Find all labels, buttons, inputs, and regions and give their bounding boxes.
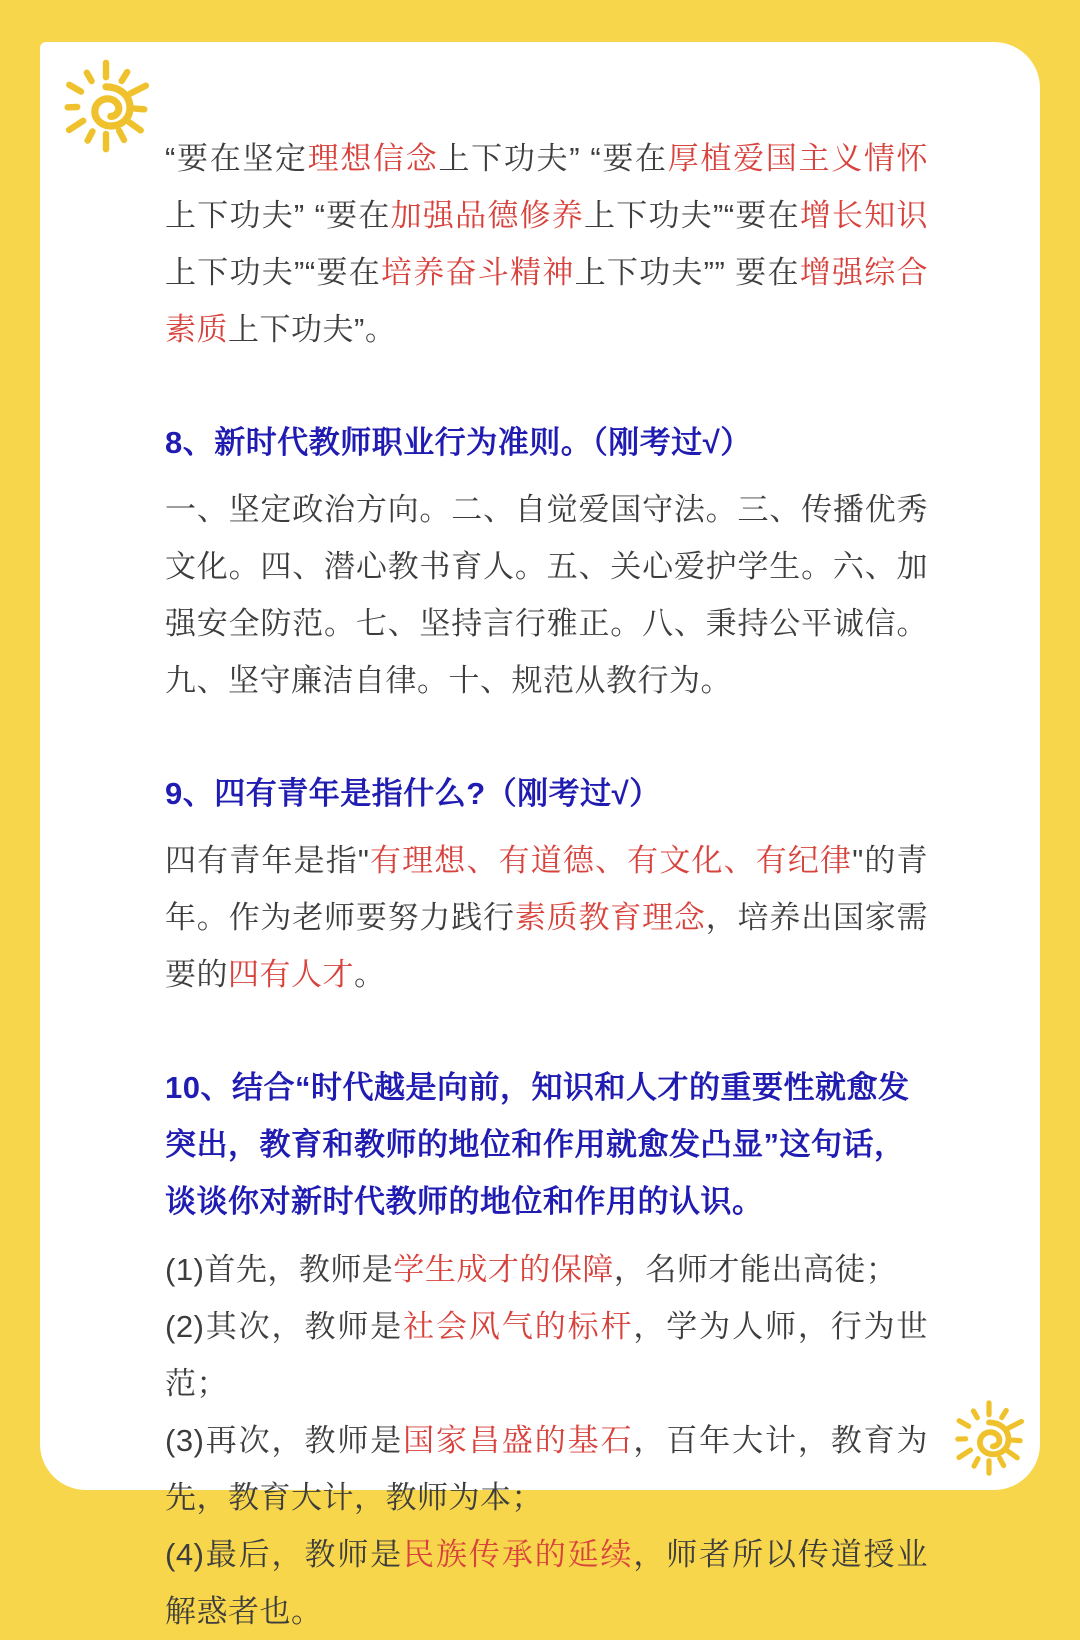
text-segment: 四有青年是指" bbox=[165, 843, 370, 879]
text-segment: (3)再次，教师是 bbox=[165, 1422, 404, 1458]
text-segment: 上下功夫”“要在 bbox=[584, 198, 800, 234]
heading-text: 9、四有青年是指什么?（刚考过√） bbox=[165, 776, 661, 812]
content-card bbox=[40, 42, 1040, 1629]
text-segment: "的青年。作为老师要努力践行 bbox=[165, 843, 928, 936]
text-segment: 上下功夫”” 要在 bbox=[574, 255, 800, 291]
text-segment: 。 bbox=[354, 957, 386, 993]
text-segment: 上下功夫” “要在 bbox=[438, 141, 668, 176]
section-heading bbox=[165, 765, 928, 822]
highlight-red: 培养奋斗精神 bbox=[381, 255, 575, 291]
text-segment: 上下功夫”。 bbox=[228, 312, 397, 348]
highlight-red: 素质教育理念 bbox=[514, 900, 706, 936]
text-segment: ，百年大计，教育为先，教育大计，教师为本； bbox=[165, 1422, 929, 1515]
text-paragraph bbox=[165, 481, 928, 709]
text-paragraph bbox=[165, 832, 928, 1003]
text-segment: (2)其次，教师是 bbox=[165, 1308, 404, 1344]
text-paragraph bbox=[165, 1241, 928, 1298]
text-paragraph bbox=[165, 1298, 928, 1412]
text-segment: (4)最后，教师是 bbox=[165, 1536, 404, 1572]
heading-text: 8、新时代教师职业行为准则。（刚考过√） bbox=[165, 425, 752, 461]
highlight-red: 理想信念 bbox=[307, 141, 439, 176]
text-segment: 上下功夫”“要在 bbox=[165, 255, 381, 291]
text-segment: ，名师才能出高徒； bbox=[613, 1251, 898, 1287]
text-segment: (1)首先，教师是 bbox=[165, 1251, 394, 1287]
text-segment: ，培养出国家需要的 bbox=[165, 900, 929, 993]
content-blocks bbox=[165, 130, 928, 1640]
highlight-red: 增强综合素质 bbox=[165, 255, 928, 348]
highlight-red: 增长知识 bbox=[799, 198, 929, 234]
highlight-red: 学生成才的保障 bbox=[393, 1251, 614, 1287]
highlight-red: 社会风气的标杆 bbox=[403, 1308, 634, 1344]
highlight-red: 加强品德修养 bbox=[390, 198, 585, 234]
text-segment: ，学为人师，行为世范； bbox=[165, 1308, 929, 1401]
section-heading bbox=[165, 414, 928, 471]
sun-icon bbox=[58, 58, 154, 154]
highlight-red: 国家昌盛的基石 bbox=[403, 1422, 634, 1458]
text-segment: “要在坚定 bbox=[165, 141, 308, 176]
highlight-red: 四有人才 bbox=[228, 957, 354, 993]
highlight-red: 厚植爱国主义情怀 bbox=[667, 141, 929, 176]
text-segment: ，师者所以传道授业解惑者也。 bbox=[165, 1536, 929, 1629]
heading-text: 10、结合“时代越是向前，知识和人才的重要性就愈发突出，教育和教师的地位和作用就愈发凸显”这句话，谈谈你对新时代教师的地位和作用的认识。 bbox=[165, 1070, 910, 1220]
highlight-red: 有理想、有道德、有文化、有纪律 bbox=[369, 843, 853, 879]
text-paragraph bbox=[165, 130, 928, 358]
sun-icon bbox=[950, 1399, 1028, 1477]
text-segment: 上下功夫” “要在 bbox=[165, 198, 391, 234]
highlight-red: 民族传承的延续 bbox=[403, 1536, 634, 1572]
text-paragraph bbox=[165, 1526, 928, 1640]
section-heading bbox=[165, 1059, 928, 1230]
text-segment: 一、坚定政治方向。二、自觉爱国守法。三、传播优秀文化。四、潜心教书育人。五、关心爱护学生。六、加强安全防范。七、坚持言行雅正。八、秉持公平诚信。九、坚守廉洁自律。十、规范从教行为。 bbox=[165, 492, 928, 699]
text-paragraph bbox=[165, 1412, 928, 1526]
